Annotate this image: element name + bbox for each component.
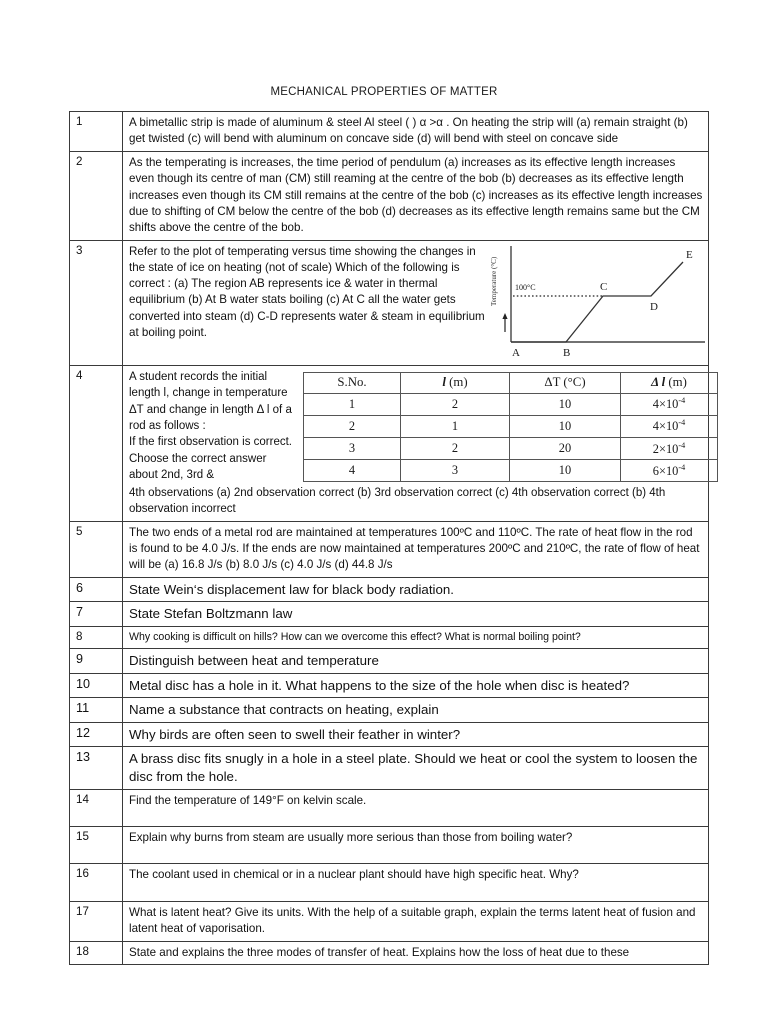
col-header-delta-l: [621, 372, 718, 393]
table-row: [70, 240, 709, 365]
question-text: Refer to the plot of temperating versus time showing the changes in the state of ice on heating (not of scale) Which of the following is correct : (a) The region AB represents ice & water in thermal equilibrium (b) At B water stats boiling (c) At C all the water gets converted into steam (d) C-D represents water & steam in equilibrium at boiling point.: [129, 244, 485, 339]
cell-length: 1: [401, 415, 510, 437]
delta-l-exponent: -4: [678, 440, 686, 450]
col-header-delta-t: ΔT (°C): [510, 372, 621, 393]
cell-delta-l: [621, 393, 718, 415]
observation-row: [304, 460, 718, 482]
question-number: 9: [70, 649, 123, 674]
reference-line-label: 100°C: [515, 282, 536, 292]
delta-l-mantissa: 2×10: [652, 441, 679, 456]
question-text: State Wein‘s displacement law for black body radiation.: [123, 577, 709, 602]
cell-delta-t: 10: [510, 393, 621, 415]
table-row: [70, 673, 709, 698]
cell-delta-l: [621, 460, 718, 482]
table-row: [70, 747, 709, 789]
observation-row: [304, 438, 718, 460]
question-text: Why birds are often seen to swell their feather in winter?: [123, 722, 709, 747]
cell-delta-t: 10: [510, 415, 621, 437]
observation-table: [303, 372, 718, 483]
cell-sno: 4: [304, 460, 401, 482]
question-text-before: A student records the initial length l, change in temperature ΔT and change in length Δ l of a rod as follows :: [129, 370, 292, 433]
length-unit: (m): [449, 375, 468, 390]
delta-l-exponent: -4: [678, 396, 686, 406]
table-row: [70, 941, 709, 964]
cell-delta-t: 10: [510, 460, 621, 482]
table-row: [70, 901, 709, 941]
cell-sno: 3: [304, 438, 401, 460]
question-text: The coolant used in chemical or in a nuclear plant should have high specific heat. Why?: [123, 864, 709, 901]
question-text: Metal disc has a hole in it. What happens to the size of the hole when disc is heated?: [123, 673, 709, 698]
page-title: MECHANICAL PROPERTIES OF MATTER: [270, 86, 498, 98]
cell-sno: 2: [304, 415, 401, 437]
y-axis-label: Temperature (°C): [490, 256, 498, 306]
delta-l-exponent: -4: [678, 418, 686, 428]
question-cell-with-table: [123, 365, 709, 521]
question-cell-with-chart: [123, 240, 709, 365]
question-number: 17: [70, 901, 123, 941]
heating-curve-chart: [483, 240, 709, 362]
table-row: [70, 602, 709, 627]
table-row: [70, 365, 709, 521]
table-row: [70, 722, 709, 747]
question-number: 12: [70, 722, 123, 747]
question-number: 16: [70, 864, 123, 901]
delta-l-mantissa: 4×10: [652, 419, 679, 434]
cell-length: 3: [401, 460, 510, 482]
table-row: [70, 649, 709, 674]
question-text: A bimetallic strip is made of aluminum & steel Al steel ( ) α >α . On heating the strip will (a) remain straight (b) get twisted (c) will bend with aluminum on concave side (d) will bend with steel on concave side: [123, 112, 709, 152]
questions-table: [69, 111, 709, 965]
question-number: 1: [70, 112, 123, 152]
cell-delta-l: [621, 438, 718, 460]
observation-row: [304, 393, 718, 415]
chart-svg: [483, 240, 709, 362]
question-number: 7: [70, 602, 123, 627]
question-number: 8: [70, 626, 123, 648]
observation-row: [304, 415, 718, 437]
question-text: Explain why burns from steam are usually more serious than those from boiling water?: [123, 827, 709, 864]
question-text-after: 4th observations (a) 2nd observation correct (b) 3rd observation correct (c) 4th observation correct (b) 4th observation incorrect: [129, 486, 666, 516]
delta-l-exponent: -4: [678, 462, 686, 472]
question-number: 10: [70, 673, 123, 698]
question-number: 14: [70, 789, 123, 826]
table-row: [70, 151, 709, 240]
question-text: What is latent heat? Give its units. With the help of a suitable graph, explain the terms latent heat of fusion and latent heat of vaporisation.: [123, 901, 709, 941]
cell-delta-t: 20: [510, 438, 621, 460]
question-number: 6: [70, 577, 123, 602]
question-text: A brass disc fits snugly in a hole in a steel plate. Should we heat or cool the system to loosen the disc from the hole.: [123, 747, 709, 789]
cell-length: 2: [401, 438, 510, 460]
question-number: 13: [70, 747, 123, 789]
question-number: 15: [70, 827, 123, 864]
question-text: Why cooking is difficult on hills? How can we overcome this effect? What is normal boiling point?: [123, 626, 709, 648]
delta-l-mantissa: 4×10: [652, 397, 679, 412]
table-row: [70, 864, 709, 901]
delta-l-symbol: Δ l: [651, 375, 666, 390]
question-number: 3: [70, 240, 123, 365]
table-row: [70, 789, 709, 826]
table-row: [70, 626, 709, 648]
question-text: State and explains the three modes of transfer of heat. Explains how the loss of heat due to these: [123, 941, 709, 964]
length-symbol: l: [442, 375, 446, 390]
table-row: [70, 577, 709, 602]
table-row: [70, 827, 709, 864]
delta-l-mantissa: 6×10: [652, 463, 679, 478]
cell-sno: 1: [304, 393, 401, 415]
point-label-d: D: [650, 300, 658, 313]
cell-length: 2: [401, 393, 510, 415]
question-text: Name a substance that contracts on heating, explain: [123, 698, 709, 723]
col-header-length: [401, 372, 510, 393]
question-text: Distinguish between heat and temperature: [123, 649, 709, 674]
question-number: 18: [70, 941, 123, 964]
table-row: [70, 698, 709, 723]
y-axis-arrowhead: [502, 313, 507, 319]
question-text: The two ends of a metal rod are maintained at temperatures 100ºC and 110ºC. The rate of heat flow in the rod is found to be 4.0 J/s. If the ends are now maintained at temperatures 200ºC and 210ºC, the rate of flow of heat will be (a) 16.8 J/s (b) 8.0 J/s (c) 4.0 J/s (d) 44.8 J/s: [123, 521, 709, 577]
question-number: 4: [70, 365, 123, 521]
question-number: 2: [70, 151, 123, 240]
table-row: [70, 521, 709, 577]
point-label-a: A: [512, 346, 520, 359]
observation-table-header-row: [304, 372, 718, 393]
question-text: As the temperating is increases, the time period of pendulum (a) increases as its effective length increases even though its centre of man (CM) still reaming at the centre of the bob (b) decreases as its effective length increases even though its CM still remains at the centre of the bob (c) increases as its effective length increases due to shifting of CM below the centre of the bob (d) decreases as its effective length remains same but the CM shifts above the centre of the bob.: [123, 151, 709, 240]
col-header-sno: S.No.: [304, 372, 401, 393]
point-label-c: C: [600, 280, 608, 293]
point-label-b: B: [563, 346, 571, 359]
question-text: State Stefan Boltzmann law: [123, 602, 709, 627]
question-text-middle: If the first observation is correct. Choose the correct answer about 2nd, 3rd &: [129, 436, 292, 482]
table-row: [70, 112, 709, 152]
cell-delta-l: [621, 415, 718, 437]
point-label-e: E: [686, 248, 693, 261]
delta-l-unit: (m): [668, 375, 687, 390]
question-number: 5: [70, 521, 123, 577]
question-number: 11: [70, 698, 123, 723]
question-text: Find the temperature of 149°F on kelvin scale.: [123, 789, 709, 826]
